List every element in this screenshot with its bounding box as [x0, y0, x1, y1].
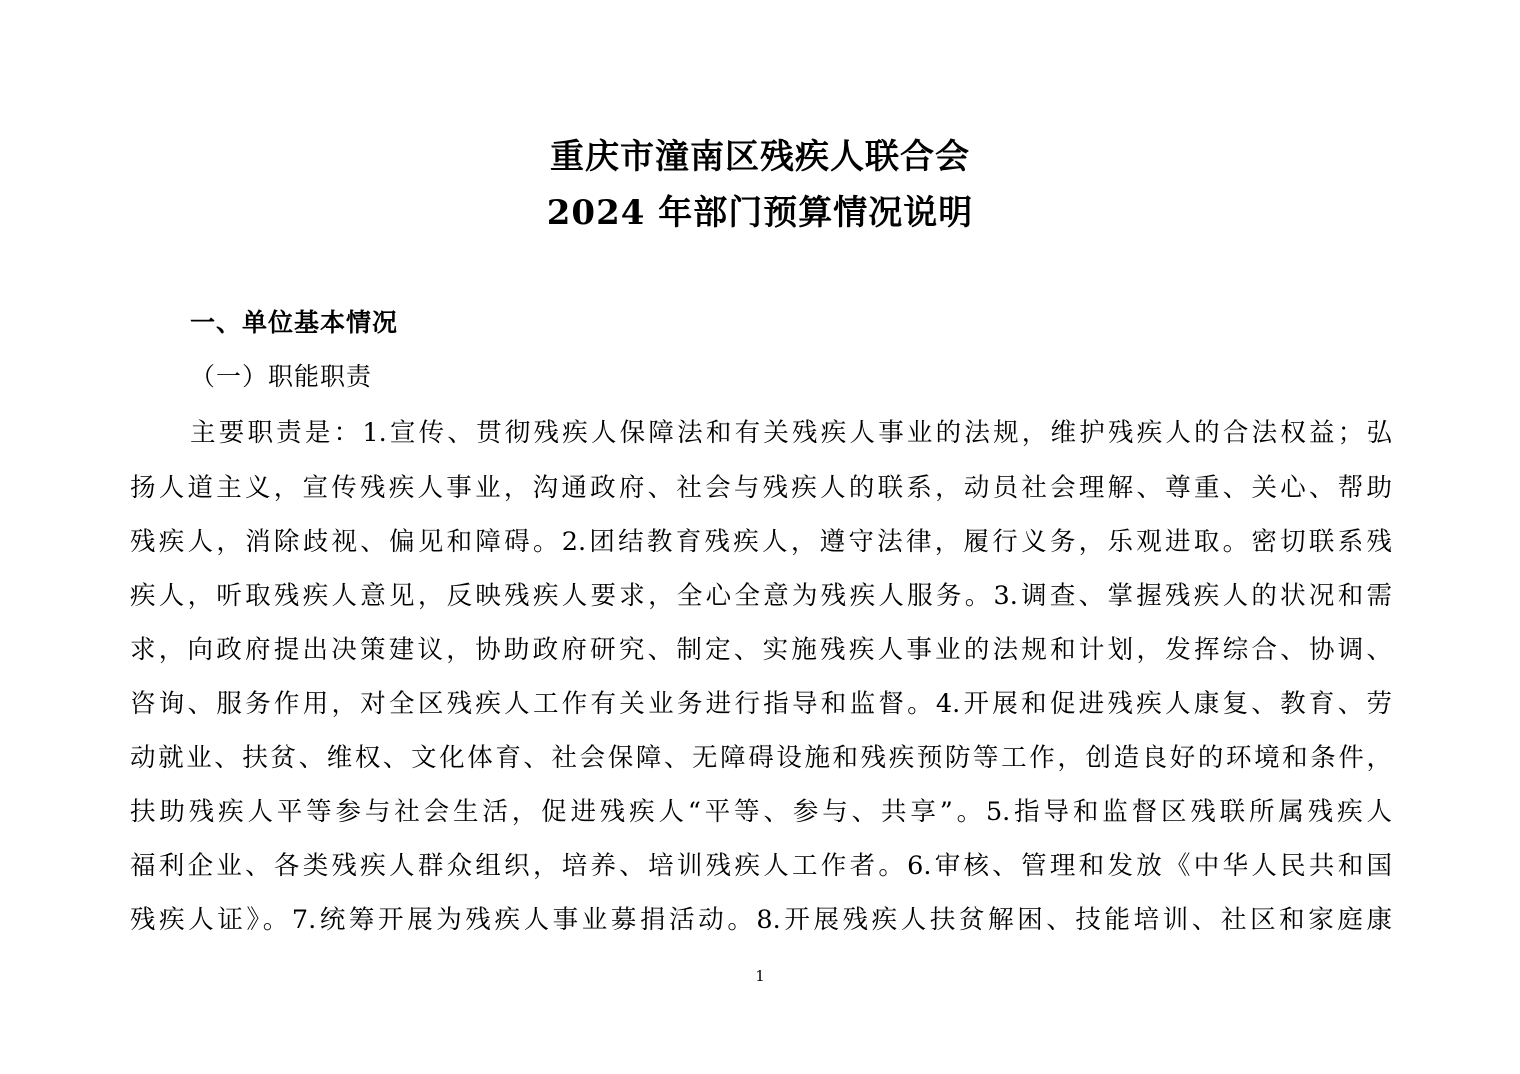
- page-number: 1: [755, 967, 765, 985]
- document-title-line1: 重庆市潼南区残疾人联合会: [550, 137, 970, 177]
- body-line-10: 残疾人证》。7.统筹开展为残疾人事业募捐活动。8.开展残疾人扶贫解困、技能培训、社区和家庭康: [130, 905, 1392, 935]
- section-heading: 一、单位基本情况: [190, 308, 399, 337]
- body-line-1: 主要职责是：1.宣传、贯彻残疾人保障法和有关残疾人事业的法规，维护残疾人的合法权益；弘: [190, 418, 1392, 448]
- subsection-heading: （一）职能职责: [190, 362, 373, 391]
- document-title-line2: 2024 年部门预算情况说明: [546, 193, 974, 233]
- body-line-3: 残疾人，消除歧视、偏见和障碍。2.团结教育残疾人，遵守法律，履行义务，乐观进取。密切联系残: [130, 527, 1392, 557]
- body-line-2: 扬人道主义，宣传残疾人事业，沟通政府、社会与残疾人的联系，动员社会理解、尊重、关心、帮助: [130, 473, 1392, 503]
- body-line-9: 福利企业、各类残疾人群众组织，培养、培训残疾人工作者。6.审核、管理和发放《中华人民共和国: [130, 851, 1392, 881]
- body-line-7: 动就业、扶贫、维权、文化体育、社会保障、无障碍设施和残疾预防等工作，创造良好的环境和条件，: [130, 743, 1392, 773]
- body-line-8: 扶助残疾人平等参与社会生活，促进残疾人“平等、参与、共享”。5.指导和监督区残联所属残疾人: [130, 797, 1392, 827]
- body-line-5: 求，向政府提出决策建议，协助政府研究、制定、实施残疾人事业的法规和计划，发挥综合、协调、: [130, 635, 1392, 665]
- body-line-6: 咨询、服务作用，对全区残疾人工作有关业务进行指导和监督。4.开展和促进残疾人康复、教育、劳: [130, 689, 1392, 719]
- body-line-4: 疾人，听取残疾人意见，反映残疾人要求，全心全意为残疾人服务。3.调查、掌握残疾人的状况和需: [130, 581, 1392, 611]
